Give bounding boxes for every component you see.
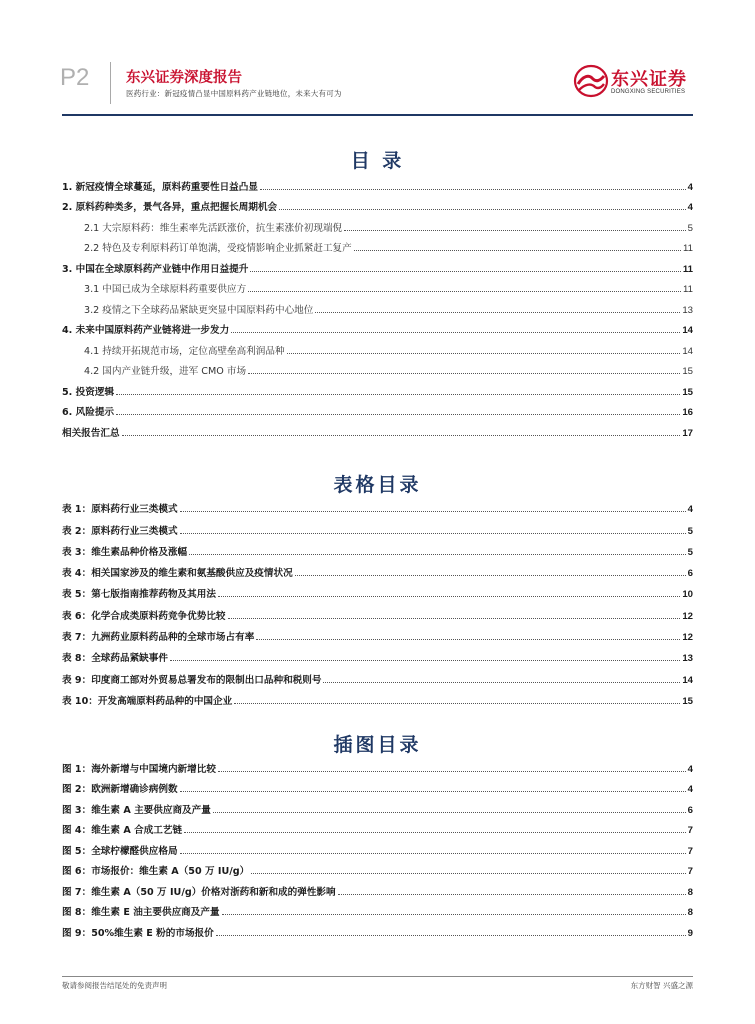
toc-entry-page: 14 (682, 325, 693, 336)
toc-entry-label: 表 10：开发高端原料药品种的中国企业 (62, 695, 233, 707)
toc-entry[interactable] (62, 494, 693, 515)
dot-leader (234, 703, 680, 704)
dot-leader (338, 894, 686, 895)
report-title: 东兴证券深度报告 (126, 70, 242, 86)
toc-entry-page: 11 (683, 243, 693, 254)
toc-entry[interactable] (62, 857, 693, 878)
dot-leader (222, 914, 686, 915)
toc-entry-label: 5. 投资逻辑 (62, 386, 115, 398)
dot-leader (248, 291, 681, 292)
dot-leader (170, 660, 680, 661)
toc-entry-label: 表 7：九洲药业原料药品种的全球市场占有率 (62, 632, 255, 644)
toc-entry-label: 图 7：维生素 A（50 万 IU/g）价格对浙药和新和成的弹性影响 (62, 886, 336, 898)
toc-entry-label: 6. 风险提示 (62, 407, 115, 418)
toc-entry[interactable] (62, 515, 693, 536)
dot-leader (216, 935, 686, 936)
page-number: P2 (60, 64, 90, 91)
toc-entry-page: 4 (687, 202, 693, 213)
toc-entry-label: 图 6：市场报价：维生素 A（50 万 IU/g） (62, 866, 250, 877)
logo-text-en: DONGXING SECURITIES (611, 89, 686, 95)
toc-entry-page: 15 (682, 695, 693, 707)
toc-entry[interactable] (62, 275, 693, 296)
toc-entry-page: 10 (682, 589, 693, 601)
toc-entry-label: 相关报告汇总 (62, 427, 120, 439)
logo-text-cn: 东兴证券 (611, 69, 687, 90)
toc-entry[interactable] (62, 254, 693, 275)
toc-entry-page: 16 (682, 407, 693, 418)
toc-entry-label: 4. 未来中国原料药产业链将进一步发力 (62, 325, 230, 336)
toc-entry[interactable] (62, 398, 693, 419)
toc-entry[interactable] (62, 622, 693, 643)
toc-entry[interactable] (62, 213, 693, 234)
toc-entry-label: 2.1 大宗原料药：维生素率先活跃涨价，抗生素涨价初现端倪 (84, 222, 343, 234)
dot-leader (180, 791, 686, 792)
toc-entry[interactable] (62, 795, 693, 816)
header-rule (62, 114, 693, 116)
toc-entry-page: 4 (687, 763, 693, 775)
toc-entry[interactable] (62, 172, 693, 193)
toc-entry-page: 4 (687, 181, 693, 193)
toc-entry-page: 4 (687, 504, 693, 516)
toc-entry-label: 1. 新冠疫情全球蔓延，原料药重要性日益凸显 (62, 181, 258, 193)
figure-list (62, 754, 693, 939)
dot-leader (251, 873, 685, 874)
dot-leader (260, 189, 686, 190)
toc-entry-label: 图 1：海外新增与中国境内新增比较 (62, 763, 216, 775)
dot-leader (180, 533, 686, 534)
toc-entry-label: 表 4：相关国家涉及的维生素和氨基酸供应及疫情状况 (62, 568, 293, 580)
toc-entry[interactable] (62, 316, 693, 337)
toc-entry-page: 4 (687, 784, 693, 795)
table-list-title: 表格目录 (333, 474, 422, 496)
footer-slogan: 东方财智 兴盛之源 (630, 981, 693, 990)
toc-entry-label: 4.1 持续开拓规范市场，定位高壁垒高利润品种 (84, 345, 285, 357)
dot-leader (256, 639, 680, 640)
toc-entry-label: 表 2：原料药行业三类模式 (62, 525, 178, 537)
company-logo (573, 62, 698, 100)
dot-leader (287, 353, 681, 354)
toc-entry[interactable] (62, 377, 693, 398)
toc-entry-page: 7 (687, 825, 693, 836)
toc-entry[interactable] (62, 754, 693, 775)
toc-entry-page: 15 (682, 366, 693, 377)
toc-entry[interactable] (62, 336, 693, 357)
footer-rule (62, 976, 693, 977)
figure-list-title: 插图目录 (333, 734, 422, 756)
toc-entry-page: 5 (687, 222, 693, 234)
page-header (0, 0, 755, 120)
toc-entry-label: 2.2 特色及专利原料药订单饱满，受疫情影响企业抓紧赶工复产 (84, 243, 352, 254)
toc-entry-page: 12 (682, 610, 693, 622)
toc-entry[interactable] (62, 775, 693, 796)
dot-leader (344, 230, 686, 231)
dot-leader (116, 414, 680, 415)
toc-entry-label: 表 6：化学合成类原料药竞争优势比较 (62, 610, 226, 622)
toc-entry-label: 图 3：维生素 A 主要供应商及产量 (62, 804, 211, 816)
report-subtitle: 医药行业：新冠疫情凸显中国原料药产业链地位，未来大有可为 (126, 89, 342, 98)
toc-entry[interactable] (62, 664, 693, 685)
dot-leader (248, 373, 680, 374)
toc-entry-label: 3.2 疫情之下全球药品紧缺更突显中国原料药中心地位 (84, 304, 314, 316)
toc-entry-label: 表 3：维生素品种价格及涨幅 (62, 546, 188, 558)
dot-leader (279, 209, 686, 210)
dot-leader (213, 812, 686, 813)
toc-entry-page: 13 (682, 304, 693, 316)
logo-emblem-icon (573, 63, 609, 99)
toc-entry[interactable] (62, 836, 693, 857)
toc-entry-label: 图 8：维生素 E 油主要供应商及产量 (62, 907, 220, 918)
header-divider (110, 62, 111, 104)
toc-entry-page: 14 (682, 345, 693, 357)
toc-entry[interactable] (62, 600, 693, 621)
toc-entry[interactable] (62, 643, 693, 664)
toc-entry[interactable] (62, 537, 693, 558)
toc-entry-label: 4.2 国内产业链升级，进军 CMO 市场 (84, 366, 247, 377)
toc-entry-page: 14 (682, 674, 693, 686)
toc-entry[interactable] (62, 686, 693, 707)
toc-entry-label: 表 9：印度商工部对外贸易总署发布的限制出口品种和税则号 (62, 674, 322, 686)
toc-entry-page: 11 (683, 284, 693, 295)
dot-leader (295, 575, 686, 576)
dot-leader (180, 511, 686, 512)
toc-entry-label: 图 5：全球柠檬醛供应格局 (62, 845, 178, 857)
toc-entry[interactable] (62, 357, 693, 378)
toc-entry[interactable] (62, 918, 693, 939)
toc-title: 目 录 (350, 150, 405, 172)
dot-leader (228, 618, 681, 619)
toc-entry-label: 图 2：欧洲新增确诊病例数 (62, 784, 178, 795)
toc-entry[interactable] (62, 898, 693, 919)
toc-entry[interactable] (62, 579, 693, 600)
dot-leader (218, 771, 686, 772)
dot-leader (180, 853, 686, 854)
toc-entry-label: 表 8：全球药品紧缺事件 (62, 653, 168, 665)
toc-entry[interactable] (62, 418, 693, 439)
toc-entry-label: 表 1：原料药行业三类模式 (62, 504, 178, 516)
toc-entry-page: 11 (682, 263, 693, 275)
dot-leader (323, 682, 680, 683)
toc-entry-label: 3. 中国在全球原料药产业链中作用日益提升 (62, 263, 249, 275)
toc-entry-page: 7 (687, 845, 693, 857)
toc-entry-page: 15 (682, 386, 693, 398)
toc-entry[interactable] (62, 193, 693, 214)
toc-entry-page: 5 (687, 525, 693, 537)
toc-entry-page: 6 (687, 568, 693, 580)
dot-leader (250, 271, 680, 272)
toc-entry-label: 图 9：50%维生素 E 粉的市场报价 (62, 927, 214, 939)
toc-entry-page: 6 (687, 804, 693, 816)
toc-entry-page: 17 (682, 427, 693, 439)
dot-leader (315, 312, 680, 313)
toc-entry-page: 7 (687, 866, 693, 877)
dot-leader (231, 332, 680, 333)
toc-list (62, 172, 693, 439)
toc-entry-label: 表 5：第七版指南推荐药物及其用法 (62, 589, 216, 601)
toc-entry[interactable] (62, 234, 693, 255)
toc-entry-page: 5 (687, 546, 693, 558)
table-list (62, 494, 693, 707)
dot-leader (116, 394, 680, 395)
footer-disclaimer: 敬请参阅报告结尾处的免责声明 (62, 981, 167, 990)
toc-entry-label: 2. 原料药种类多，景气各异，重点把握长周期机会 (62, 202, 278, 213)
dot-leader (189, 554, 686, 555)
toc-entry[interactable] (62, 816, 693, 837)
toc-entry[interactable] (62, 295, 693, 316)
dot-leader (354, 250, 681, 251)
toc-entry-label: 图 4：维生素 A 合成工艺链 (62, 825, 183, 836)
dot-leader (218, 596, 680, 597)
dot-leader (122, 435, 681, 436)
toc-entry-page: 12 (682, 632, 693, 644)
dot-leader (184, 832, 686, 833)
toc-entry-page: 9 (687, 927, 693, 939)
toc-entry-page: 13 (682, 653, 693, 665)
toc-entry[interactable] (62, 558, 693, 579)
toc-entry[interactable] (62, 877, 693, 898)
toc-entry-page: 8 (687, 907, 693, 918)
toc-entry-label: 3.1 中国已成为全球原料药重要供应方 (84, 284, 247, 295)
toc-entry-page: 8 (687, 886, 693, 898)
